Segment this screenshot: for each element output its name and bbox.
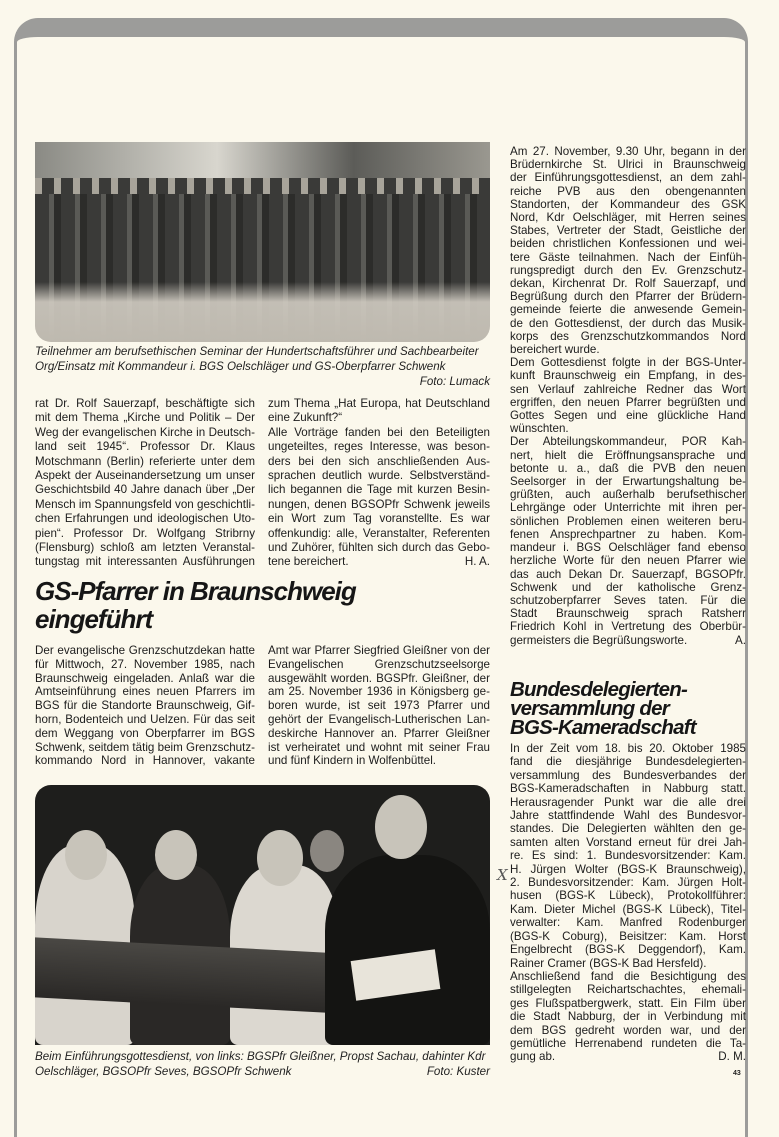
text-line: Engelbrecht (BGS-K Deggendorf), Kam. [510,943,746,957]
text-line: reiche PVB aus den obengenannten [510,184,746,198]
article1-column-2 [268,397,490,570]
text-line: Dem Gottesdienst folgte in der BGS-Unter- [510,356,746,370]
headline-line: GS-Pfarrer in Braunschweig [35,576,356,606]
text-line: gehört der Evangelisch-Lutherischen Lan- [268,712,490,726]
author-initials: A. [735,633,746,647]
text-line: Der Abteilungskommandeur, POR Kah- [510,435,746,449]
text-line-content: germeisters die Begrüßungsworte. [510,633,688,647]
photo-credit: Foto: Kuster [426,1065,490,1078]
text-line: de den Gottesdienst, der durch das Musik- [510,316,746,330]
text-line: und fünf Kindern in Wolfenbüttel. [268,754,437,768]
text-line-content: gung ab. [510,1050,556,1064]
text-line: grüßten, auch außerhalb berufsethischer [510,488,746,502]
text-line: zum Thema „Hat Europa, hat Deutschland [268,397,490,410]
text-line: herzliche Worte für den neuen Pfarrer wie [510,554,746,568]
text-line: deskirche Hannover an. Pfarrer Gleißner [268,726,490,740]
text-line: Begrüßung durch den Pfarrer der Brüdern- [510,290,746,304]
text-line: tere Gäste teilnahmen. Nach der Einfüh- [510,250,746,264]
text-line: lich begannen die Tage mit kurzen Besin- [268,483,490,497]
headline-line: eingeführt [35,604,153,634]
text-line: dem BGS gedreht worden war, und der [510,1023,746,1037]
text-line: nungen, denen BGSOPfr Schwenk jeweils [268,497,490,511]
text-line: Evangelischen Grenzschutzseelsorge [268,657,490,671]
text-line [510,634,746,647]
text-line: re. Es sind: 1. Bundesvorsitzender: Kam. [510,849,746,863]
text-line: 2. Bundesvorsitzender: Kam. Jürgen Holt- [510,876,746,890]
text-line: H. Jürgen Wolter (BGS-K Braunschweig), [510,862,746,876]
text-line: eine Zukunft?“ [268,411,343,425]
text-line: BGS-Kameradschaften in Nabburg statt. [510,782,746,796]
text-line: dem Weggang von Oberpfarrer im BGS [35,726,255,740]
text-line: Stadt Braunschweig sprach Ratsherr [510,607,746,621]
text-line: rat Dr. Rolf Sauerzapf, beschäftigte sich [35,397,255,410]
text-line: standes. Die Delegierten wählten den ge- [510,822,746,836]
text-line: Seelsorger in der Erwartungshaltung be- [510,475,746,489]
text-line: chen Erfahrungen und ideologischen Uto- [35,512,255,526]
text-line: Lehrgänge oder Unterrichte mit ihren per- [510,501,746,515]
caption-line: Org/Einsatz mit Kommandeur i. BGS Oelschläger und GS-Oberpfarrer Schwenk [35,360,446,373]
headline-line: versammlung der [510,697,669,720]
text-line: Jahre stattfindende Wahl des Bundesvor- [510,809,746,823]
text-line: verwalter: Kam. Manfred Rodenburger [510,916,746,930]
text-line: beiden christlichen Konfessionen und wei- [510,237,746,251]
text-line: horn, Bodenteich und Uelzen. Für das seit [35,712,255,726]
text-line: land seit 1945“. Professor Dr. Klaus [35,440,255,454]
text-line: BGS für die Standorte Braunschweig, Gif- [35,699,255,713]
caption-line: Beim Einführungsgottesdienst, von links: BGSPfr Gleißner, Propst Sachau, dahinter Kdr [35,1050,486,1063]
text-line: Gottes Segen und eine glückliche Hand [510,409,746,423]
article2-column-1 [35,644,255,768]
author-initials: H. A. [464,555,490,569]
article1-column-1 [35,397,255,570]
text-line: fenen Ansprechpartner zu haben. Kom- [510,527,746,541]
text-line: Schwenk, seitdem tätig beim Grenzschutz- [35,740,255,754]
text-line: ergriffen, den neuen Pfarrer begrüßten und [510,395,746,409]
text-line: nert, hielt die Eröffnungsansprache und [510,448,746,462]
author-initials: D. M. [718,1050,746,1064]
text-line: rungspredigt durch den Ev. Grenzschutz- [510,263,746,277]
article2-column-3 [510,145,746,647]
text-line: Nord, Kdr Oelschläger, mit Herren seines [510,211,746,225]
text-line: mit dem Thema „Kirche und Politik – Der [35,411,255,425]
text-line: korps des Grenzschutzkommandos Nord [510,329,746,343]
text-line: Kam. Dieter Michel (BGS-K Lübeck), Titel- [510,902,746,916]
text-line: die Stadt Nabburg, der in Verbindung mit [510,1010,746,1024]
bottom-photo-caption [35,1049,490,1079]
text-line: ges Flußspatbergwerk, statt. Ein Film über [510,996,746,1010]
headline-line: BGS-Kameradschaft [510,716,696,739]
text-line [510,1050,746,1063]
photo-face [310,830,344,872]
text-line: Herausragender Punkt war die alle drei [510,795,746,809]
photo-face [155,830,197,880]
group-photo [35,142,490,342]
text-line: Am 27. November, 9.30 Uhr, begann in der [510,145,746,158]
text-line: und Zuhörer, fühlten sich durch das Gebo- [268,541,490,555]
text-line: gemütliche Herrenabend rundeten die Ta- [510,1036,746,1050]
photo-face [375,795,427,859]
article2-column-2 [268,644,490,768]
text-line [268,555,490,569]
article2-headline [35,577,356,633]
article3-headline [510,680,696,737]
text-line: offenkundig: alle, Veranstalter, Referenten [268,526,490,540]
text-line: Mensch im Spannungsfeld von geschichtli- [35,497,255,511]
text-line: Schwenk und der katholische Grenz- [510,580,746,594]
text-line: husen (BGS-K Lübeck), Protokollführer: [510,889,746,903]
text-line: betonte u. a., daß die PVB den neuen [510,461,746,475]
photo-face [65,830,107,880]
text-line: sen Verlauf zahlreiche Redner das Wort [510,382,746,396]
text-line: tungstag mit interessanten Ausführungen [35,555,255,569]
text-line: In der Zeit vom 18. bis 20. Oktober 1985 [510,742,746,755]
text-line: ungeteiltes, reges Interesse, was beson- [268,440,490,454]
text-line: Braunschweig eingeladen. Anlaß war die [35,671,255,685]
photo-credit: Foto: Lumack [419,375,490,388]
photo-group-heads [35,178,490,194]
text-line: dekan, Kirchenrat Dr. Rolf Sauerzapf, und [510,277,746,291]
text-line: das auch Dekan Dr. Sauerzapf, BGSOPfr. [510,567,746,581]
text-line: wünschten. [510,422,569,436]
headline-line: Bundesdelegierten- [510,678,687,701]
text-line: stillgelegten Reichartschachtes, ehemali- [510,983,746,997]
text-line-content: tene bereichert. [268,555,349,569]
text-line: fand die diesjährige Bundesdelegierten- [510,755,746,769]
text-line: mandeur i. BGS Oelschläger fand ebenso [510,541,746,555]
text-line: ders bei den sich anschließenden Aus- [268,454,490,468]
article3-body [510,742,746,1064]
caption-line: Oelschläger, BGSOPfr Seves, BGSOPfr Schwenk [35,1065,292,1078]
text-line: Standorten, der Kommandeur des GSK [510,197,746,211]
text-line: Amtseinführung eines neuen Pfarrers im [35,685,255,699]
church-service-photo [35,785,490,1045]
text-line: (BGS-K Coburg), Beisitzer: Kam. Horst [510,929,746,943]
text-line: ein Wort zum Tag voranstellte. Es war [268,512,490,526]
text-line: versammlung des Bundesverbandes der [510,768,746,782]
text-line: pien“. Professor Dr. Wolfgang Stribrny [35,526,255,540]
text-line: am 25. November 1936 in Königsberg ge- [268,685,490,699]
text-line: sprachen deutlich wurde. Selbstverständ- [268,469,490,483]
text-line: kommando Nord in Hannover, vakante [35,754,255,768]
top-photo-caption [35,344,490,389]
text-line: Aspekt der Auseinandersetzung um unser [35,469,255,483]
caption-line: Teilnehmer am berufsethischen Seminar der Hundertschaftsführer und Sachbearbeiter [35,345,479,358]
text-line: der Einführungsgottesdienst, an dem zahl- [510,171,746,185]
text-line: Alle Vorträge fanden bei den Beteiligten [268,425,490,439]
text-line: gemeinde feierte die anwesende Gemein- [510,303,746,317]
page-number: 43 [733,1070,741,1077]
handwritten-margin-mark: X [497,866,508,884]
text-line: Friedrich Kohl in Vertretung des Oberbür- [510,620,746,634]
text-line: Weg der evangelischen Kirche in Deutsch- [35,425,255,439]
text-line: schutzoberpfarrer Seves taten. Für die [510,593,746,607]
text-line: bereichert wurde. [510,343,600,357]
text-line: (Flensburg) schloß am letzten Veranstal- [35,541,255,555]
text-line: Geschichtsbild 40 Jahre danach über „Der [35,483,255,497]
text-line: Der evangelische Grenzschutzdekan hatte [35,644,255,657]
text-line: Anschließend fand die Besichtigung des [510,969,746,983]
text-line: ausgewählt worden. BGSPfr. Gleißner, der [268,671,490,685]
text-line: Brüdernkirche St. Ulrici in Braunschweig [510,158,746,172]
text-line: boren wurde, ist seit 1973 Pfarrer und [268,699,490,713]
text-line: Motschmann (Berlin) referierte unter dem [35,454,255,468]
text-line: sönlichen Problemen einen weiteren beru- [510,514,746,528]
text-line: für Mittwoch, 27. November 1985, nach [35,657,255,671]
text-line: ist verheiratet und wohnt mit seiner Frau [268,740,490,754]
text-line: Stabes, Vertreter der Stadt, Geistliche der [510,224,746,238]
text-line: Amt war Pfarrer Siegfried Gleißner von der [268,644,490,657]
text-line: Rainer Cramer (BGS-K Bad Hersfeld). [510,956,707,970]
photo-figure [325,855,490,1045]
photo-face [257,830,303,886]
text-line: samten alten Vorstand erneut für drei Jah- [510,835,746,849]
text-line: kunft Braunschweig ein Empfang, in des- [510,369,746,383]
